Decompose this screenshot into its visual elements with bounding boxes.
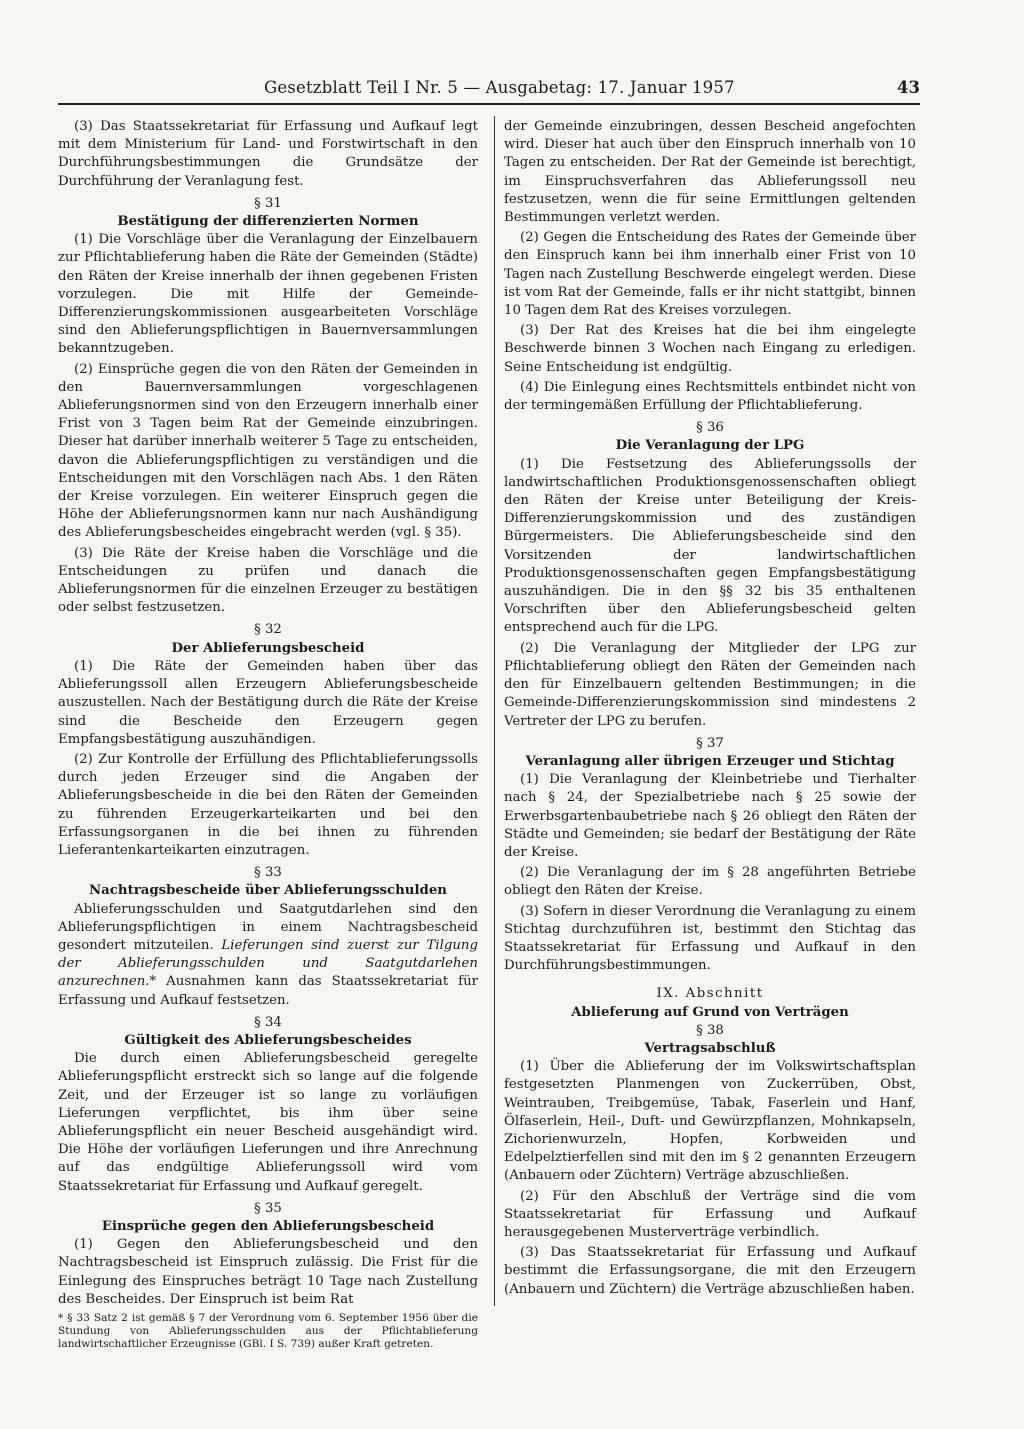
paragraph: (2) Einsprüche gegen die von den Räten der Gemeinden in den Bauernversammlungen vorgeschlagenen Ablieferungsnormen sind von den Erzeugern innerhalb einer Frist von 3 Tagen beim Rat der Gemeinde einzubringen. Dieser hat darüber innerhalb weiterer 5 Tage zu entscheiden, davon die Ablieferungspflichtigen zu verständigen und die Entscheidungen mit den Vorschlägen nach Abs. 1 den Räten der Kreise vorzulegen. Ein weiterer Einspruch gegen die Höhe der Ablieferungsnormen kann nur nach Aushändigung des Ablieferungsbescheides eingebracht werden (vgl. § 35). <box>58 361 478 541</box>
paragraph: (2) Gegen die Entscheidung des Rates der Gemeinde über den Einspruch kann bei ihm innerhalb einer Frist von 10 Tagen nach Zustellung Beschwerde eingelegt werden. Diese ist vom Rat der Gemeinde, falls er ihr nicht stattgibt, binnen 10 Tagen dem Rat des Kreises vorzulegen. <box>504 230 916 319</box>
text-run: Ablieferungsschulden und Saatgutdarlehen sind den Ablieferungspflichtigen in einem Nachtragsbescheid gesondert mitzuteilen. <box>58 901 478 953</box>
italic-text: Lieferungen sind zuerst zur Tilgung der Ablieferungsschulden und Saatgutdarlehen anzurechnen. <box>58 937 478 990</box>
section-title: Gültigkeit des Ablieferungsbescheides <box>124 1032 412 1048</box>
section-title: Nachtragsbescheide über Ablieferungsschulden <box>89 883 447 899</box>
paragraph <box>58 901 478 1010</box>
chapter-title: Ablieferung auf Grund von Verträgen <box>571 1004 849 1020</box>
paragraph: (3) Der Rat des Kreises hat die bei ihm eingelegte Beschwerde binnen 3 Wochen nach Eingang zu erledigen. Seine Entscheidung ist endgültig. <box>504 323 916 375</box>
paragraph: der Gemeinde einzubringen, dessen Bescheid angefochten wird. Dieser hat auch über den Einspruch innerhalb von 10 Tagen zu entscheiden. Der Rat der Gemeinde ist berechtigt, im Einspruchsverfahren das Ablieferungssoll neu festzusetzen, wenn die für seine Ermittlungen geltenden Bestimmungen verletzt werden. <box>504 119 916 226</box>
paragraph: (3) Das Staatssekretariat für Erfassung und Aufkauf bestimmt die Erfassungsorgane, die mit den Erzeugern (Anbauern und Züchtern) die Verträge abzuschließen haben. <box>504 1245 916 1297</box>
left-column <box>58 118 478 1353</box>
column-divider <box>494 116 495 1306</box>
paragraph: (1) Gegen den Ablieferungsbescheid und den Nachtragsbescheid ist Einspruch zulässig. Die Frist für die Einlegung des Einspruches beträgt 10 Tage nach Zustellung des Bescheides. Der Einspruch ist beim Rat <box>58 1237 478 1307</box>
footnote <box>58 1312 478 1351</box>
section-title: Bestätigung der differenzierten Normen <box>117 214 419 230</box>
paragraph: (3) Das Staatssekretariat für Erfassung und Aufkauf legt mit dem Ministerium für Land- und Forstwirtschaft in den Durchführungsbestimmungen die Grundsätze der Durchführung der Veranlagung fest. <box>58 119 478 189</box>
section-number: § 36 <box>696 420 724 436</box>
section-number: § 33 <box>254 865 282 881</box>
paragraph: (2) Die Veranlagung der im § 28 angeführten Betriebe obliegt den Räten der Kreise. <box>504 865 916 899</box>
paragraph: (1) Die Räte der Gemeinden haben über das Ablieferungssoll allen Erzeugern Ablieferungsbescheide auszustellen. Nach der Bestätigung durch die Räte der Kreise sind die Bescheide den Erzeugern gegen Empfangsbestätigung auszuhändigen. <box>58 658 478 747</box>
section-number: § 32 <box>254 622 282 638</box>
section-title: Veranlagung aller übrigen Erzeuger und Stichtag <box>525 753 895 769</box>
paragraph: (1) Über die Ablieferung der im Volkswirtschaftsplan festgesetzten Planmengen von Zuckerrüben, Obst, Weintrauben, Treibgemüse, Tabak, Faserlein und Hanf, Ölfaserlein, Heil-, Duft- und Gewürzpflanzen, Mohnkapseln, Zichorienwurzeln, Hopfen, Korbweiden und Edelpelztierfellen sind mit den im § 2 genannten Erzeugern (Anbauern oder Züchtern) Verträge abzuschließen. <box>504 1059 916 1184</box>
section-title: Einsprüche gegen den Ablieferungsbescheid <box>101 1218 435 1234</box>
chapter-number: IX. Abschnitt <box>656 986 764 1002</box>
paragraph: (1) Die Vorschläge über die Veranlagung der Einzelbauern zur Pflichtablieferung haben die Räte der Gemeinden (Städte) den Räten der Kreise innerhalb der ihnen gegebenen Fristen vorzulegen. Die mit Hilfe der Gemeinde-Differenzierungskommissionen ausgearbeiteten Vorschläge sind den Ablieferungspflichtigen in Bauernversammlungen bekanntzugeben. <box>58 232 479 357</box>
paragraph: (1) Die Veranlagung der Kleinbetriebe und Tierhalter nach § 24, der Spezialbetriebe nach § 25 sowie der Erwerbsgartenbaubetriebe nach § 26 obliegt den Räten der Städte und Gemeinden; sie bedarf der Bestätigung der Räte der Kreise. <box>504 772 916 860</box>
section-number: § 37 <box>696 735 724 751</box>
right-column <box>504 118 916 1301</box>
section-number: § 35 <box>254 1200 282 1216</box>
paragraph: (3) Die Räte der Kreise haben die Vorschläge und die Entscheidungen zu prüfen und danach die Ablieferungsnormen für die einzelnen Erzeuger zu bestätigen oder selbst festzusetzen. <box>58 545 478 616</box>
paragraph: (1) Die Festsetzung des Ablieferungssolls der landwirtschaftlichen Produktionsgenossenschaften obliegt den Räten der Kreise unter Beteiligung der Kreis-Differenzierungskommission und des zuständigen Bürgermeisters. Die Ablieferungsbescheide sind den Vorsitzenden der landwirtschaftlichen Produktionsgenossenschaften gegen Empfangsbestätigung auszuhändigen. Die in den §§ 32 bis 35 enthaltenen Vorschriften über den Ablieferungsbescheid gelten entsprechend auch für die LPG. <box>504 456 916 636</box>
paragraph: (2) Für den Abschluß der Verträge sind die vom Staatssekretariat für Erfassung und Aufkauf herausgegebenen Musterverträge verbindlich. <box>504 1188 916 1240</box>
paragraph: (2) Die Veranlagung der Mitglieder der LPG zur Pflichtablieferung obliegt den Räten der Gemeinden nach den für Einzelbauern geltenden Bestimmungen; in die Gemeinde-Differenzierungskommission sind mindestens 2 Vertreter der LPG zu berufen. <box>504 640 916 729</box>
header-rule <box>58 103 920 105</box>
page-number: 43 <box>897 78 920 97</box>
gazette-title: Gesetzblatt Teil I Nr. 5 — Ausgabetag: 17. Januar 1957 <box>264 78 735 97</box>
section-title: Vertragsabschluß <box>644 1040 776 1056</box>
section-title: Die Veranlagung der LPG <box>615 438 805 454</box>
text-run: * Ausnahmen kann das Staatssekretariat für Erfassung und Aufkauf festsetzen. <box>58 974 478 1008</box>
paragraph: (2) Zur Kontrolle der Erfüllung des Pflichtablieferungssolls durch jeden Erzeuger sind die Angaben der Ablieferungsbescheide in die bei den Räten der Gemeinden zu führenden Erzeugerkarteikarten und bei den Erfassungsorganen in die bei ihnen zu führenden Lieferantenkarteikarten einzutragen. <box>58 751 478 858</box>
section-number: § 38 <box>696 1022 724 1038</box>
paragraph: Die durch einen Ablieferungsbescheid geregelte Ablieferungspflicht erstreckt sich so lange auf die folgende Zeit, und der Erzeuger ist so lange zu vorläufigen Lieferungen verpflichtet, bis ihm über seine Ablieferungspflicht ein neuer Bescheid ausgehändigt wird. Die Höhe der vorläufigen Lieferungen und ihre Anrechnung auf das endgültige Ablieferungssoll wird vom Staatssekretariat für Erfassung und Aufkauf geregelt. <box>58 1051 478 1194</box>
footnote-text: * § 33 Satz 2 ist gemäß § 7 der Verordnung vom 6. September 1956 über die Stundung von Ablieferungsschulden aus der Pflichtablieferung landwirtschaftlicher Erzeugnisse (GBl. I S. 739) außer Kraft getreten. <box>58 1312 478 1350</box>
section-number: § 31 <box>254 195 282 211</box>
paragraph: (4) Die Einlegung eines Rechtsmittels entbindet nicht von der termingemäßen Erfüllung der Pflichtablieferung. <box>504 379 916 414</box>
section-number: § 34 <box>254 1014 282 1030</box>
page-header <box>58 78 920 104</box>
paragraph: (3) Sofern in dieser Verordnung die Veranlagung zu einem Stichtag durchzuführen ist, bestimmt den Stichtag das Staatssekretariat für Erfassung und Aufkauf in den Durchführungsbestimmungen. <box>504 903 916 974</box>
section-title: Der Ablieferungsbescheid <box>171 640 365 656</box>
